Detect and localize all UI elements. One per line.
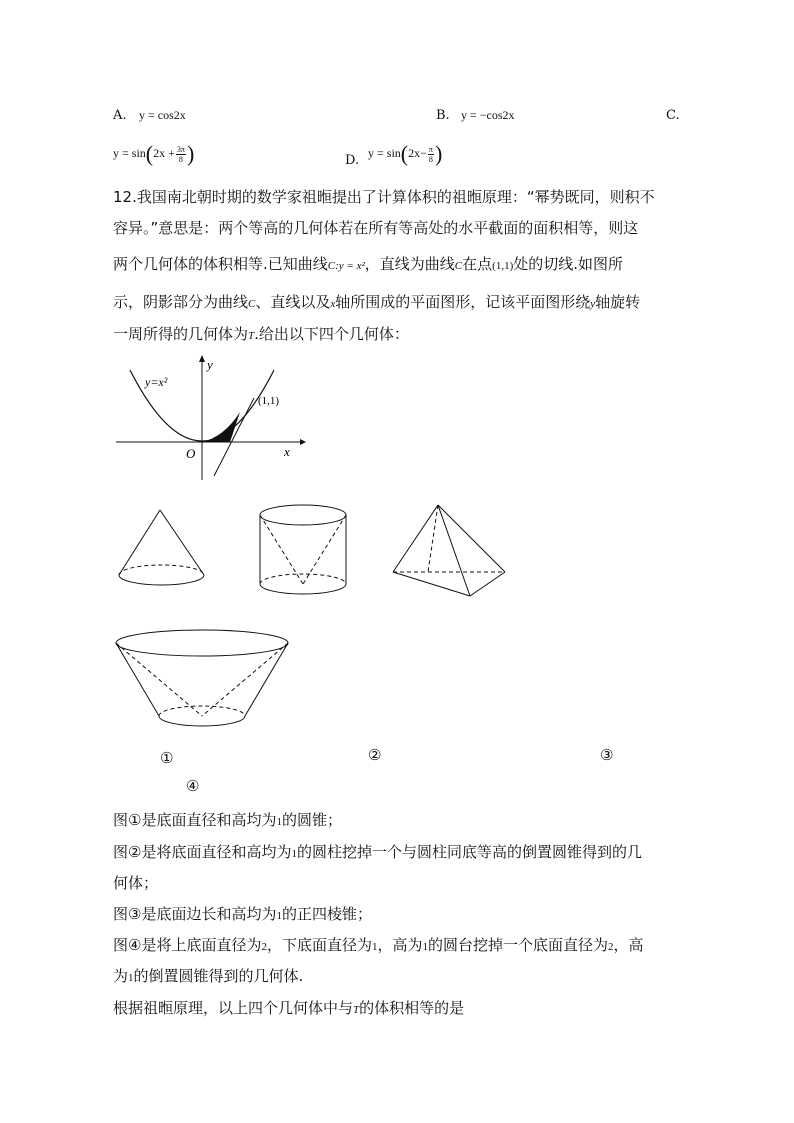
figure-3-pyramid — [390, 500, 510, 600]
question-line-5 — [113, 323, 409, 344]
q5-text-b: .给出以下四个几何体： — [254, 325, 409, 343]
question-line-4 — [113, 291, 640, 312]
final-text-a: 根据祖暅原理，以上四个几何体中与 — [113, 999, 354, 1017]
d4-text-a: 图④是将上底面直径为 — [113, 936, 262, 954]
figure-label-1: ① — [160, 749, 174, 767]
description-figure-2 — [113, 841, 642, 862]
q3-text-a: 两个几何体的体积相等.已知曲线 — [113, 255, 328, 273]
question-line-1: 12.我国南北朝时期的数学家祖暅提出了计算体积的祖暅原理：“幂势既同，则积不 — [113, 188, 655, 206]
d4-text-f: 为 — [113, 967, 129, 985]
d4-value-5: 1 — [128, 972, 134, 984]
q4-y-axis: y — [590, 298, 596, 310]
q4-text-d: 轴旋转 — [595, 293, 641, 311]
q3-text-d: 处的切线.如图所 — [513, 255, 624, 273]
option-c-expression: y = sin(2x + $\frac{3\pi}{8}$ ) — [113, 141, 195, 166]
d2-text-b: 的圆柱挖掉一个与圆柱同底等高的倒置圆锥得到的几 — [296, 843, 642, 861]
option-d-fraction — [428, 145, 434, 164]
option-c-numerator: 3π — [176, 144, 185, 154]
figure-2-cylinder — [255, 502, 355, 602]
x-axis-label: x — [284, 444, 290, 459]
d3-text-a: 图③是底面边长和高均为 — [113, 905, 277, 923]
option-d-denominator: 8 — [428, 154, 433, 164]
q3-text-c: 在点 — [462, 255, 493, 273]
option-d-numerator: π — [428, 144, 433, 154]
figure-label-4: ④ — [186, 777, 200, 795]
option-c-prefix: y = sin — [113, 145, 146, 160]
final-question — [113, 997, 464, 1018]
description-figure-4 — [113, 934, 644, 955]
d2-value: 1 — [291, 848, 297, 860]
figure-1-cone — [112, 505, 212, 595]
d1-text-b: 的圆锥； — [281, 811, 342, 829]
option-b-label: B. — [436, 108, 450, 123]
point-label: (1,1) — [258, 395, 280, 407]
parabola-graph — [112, 352, 307, 484]
q4-text-a: 示，阴影部分为曲线 — [113, 293, 249, 311]
figure-label-3: ③ — [600, 746, 614, 764]
figure-4-frustum — [112, 628, 296, 732]
q4-x-axis: x — [330, 298, 336, 310]
question-line-3 — [113, 253, 623, 274]
d2-text-a: 图②是将底面直径和高均为 — [113, 843, 292, 861]
d4-text-b: ，下底面直径为 — [266, 936, 372, 954]
q4-curve-c: C — [248, 298, 256, 310]
d1-text-a: 图①是底面直径和高均为 — [113, 811, 277, 829]
option-b-expression: y = −cos2x — [461, 108, 515, 122]
d4-value-4: 2 — [608, 941, 614, 953]
option-d-label: D. — [345, 153, 360, 168]
option-d-argument: 2x− — [408, 145, 427, 160]
q3-curve-c: C — [454, 260, 463, 272]
option-c-fraction — [176, 145, 186, 164]
q3-point: (1,1) — [492, 260, 514, 272]
d1-value: 1 — [276, 816, 282, 828]
q5-text-a: 一周所得的几何体为 — [113, 325, 249, 343]
option-a-expression: y = cos2x — [139, 108, 186, 122]
final-text-b: 的体积相等的是 — [359, 999, 465, 1017]
d4-text-c: ，高为 — [377, 936, 423, 954]
d4-value-2: 1 — [371, 941, 378, 953]
option-d-prefix: y = sin — [368, 145, 401, 160]
d3-value: 1 — [276, 910, 282, 922]
d3-text-b: 的正四棱锥； — [281, 905, 372, 923]
option-c-denominator: 8 — [178, 154, 183, 164]
y-axis-label: y — [207, 357, 213, 372]
y-axis-arrow — [199, 355, 205, 362]
d4-value-1: 2 — [261, 941, 267, 953]
figure-label-2: ② — [368, 746, 382, 764]
d4-text-e: ，高 — [613, 936, 644, 954]
description-figure-2-cont: 何体； — [113, 874, 159, 892]
option-d-expression: y = sin(2x− $\frac{\pi}{8}$ ) — [368, 141, 443, 166]
question-line-2: 容异。”意思是：两个等高的几何体若在所有等高处的水平截面的面积相等，则这 — [113, 219, 639, 237]
q5-solid-t: T — [248, 330, 255, 342]
option-c-argument: 2x + — [153, 145, 175, 160]
d4-text-g: 的倒置圆锥得到的几何体. — [133, 967, 304, 985]
q4-text-b: 、直线以及 — [255, 293, 331, 311]
final-solid-t: T — [353, 1004, 360, 1016]
x-axis-arrow — [300, 439, 306, 445]
option-c-label: C. — [666, 108, 680, 123]
option-a-label: A. — [113, 108, 127, 123]
q3-curve-equation: C:y = x² — [327, 260, 365, 272]
description-figure-1 — [113, 809, 342, 830]
description-figure-3 — [113, 903, 372, 924]
q4-text-c: 轴所围成的平面图形，记该平面图形绕 — [335, 293, 591, 311]
d4-value-3: 1 — [422, 941, 428, 953]
curve-label: y=x² — [145, 375, 168, 389]
d4-text-d: 的圆台挖掉一个底面直径为 — [427, 936, 608, 954]
q3-text-b: ，直线为曲线 — [364, 255, 455, 273]
origin-label: O — [186, 446, 196, 461]
description-figure-4-cont — [113, 965, 303, 986]
